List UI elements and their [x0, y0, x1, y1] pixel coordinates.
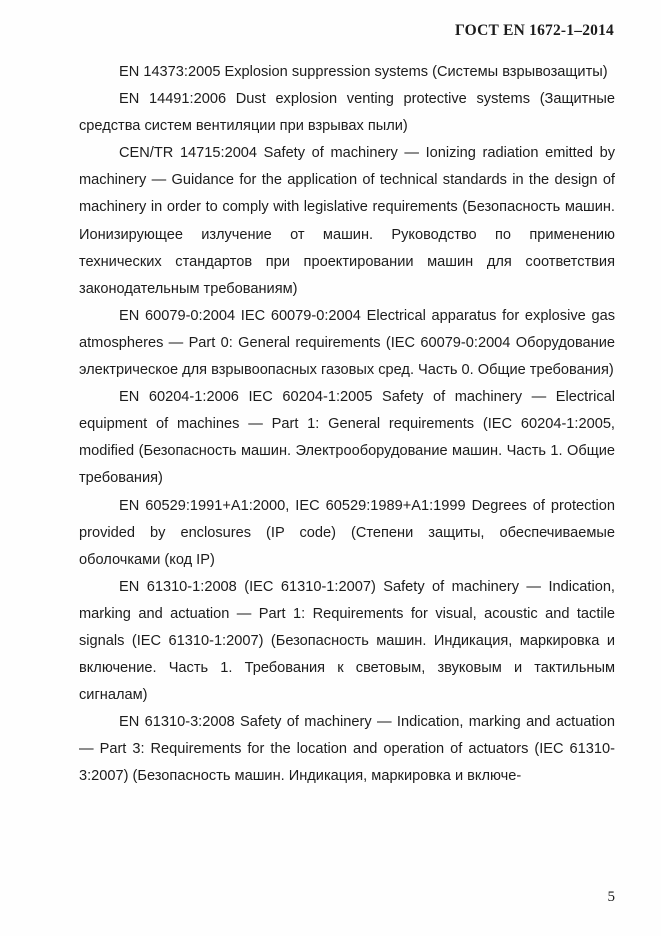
reference-entry-en-60529: EN 60529:1991+A1:2000, IEC 60529:1989+A1:1999 Degrees of protection provided by enclosures (IP code) (Степени защиты, обеспечиваемые оболочками (код IP): [79, 497, 615, 568]
reference-entry-cen-tr-14715: CEN/TR 14715:2004 Safety of machinery — Ionizing radiation emitted by machinery — Guidance for the application of technical standards in the design of machinery in order to comply with legislative requirements (Безопасность машин. Ионизирующее излучение от машин. Руководство по применению технических стандартов при проектировании машин для соответствия законодательным требованиям): [79, 145, 615, 297]
reference-entry-en-14491: EN 14491:2006 Dust explosion venting protective systems (Защитные средства систем вентиляции при взрывах пыли): [79, 91, 615, 135]
reference-entry-en-61310-1: EN 61310-1:2008 (IEC 61310-1:2007) Safety of machinery — Indication, marking and actuation — Part 1: Requirements for visual, acoustic and tactile signals (IEC 61310-1:2007) (Безопасность машин. Индикация, маркировка и включение. Часть 1. Требования к световым, звуковым и тактильным сигналам): [79, 578, 615, 704]
reference-entry-en-60079-0: EN 60079-0:2004 IEC 60079-0:2004 Electrical apparatus for explosive gas atmospheres — Part 0: General requirements (IEC 60079-0:2004 Оборудование электрическое для взрывоопасных газовых сред. Часть 0. Общие требования): [79, 307, 615, 379]
document-header-standard-id: ГОСТ EN 1672-1–2014: [455, 22, 614, 39]
reference-entry-en-14373: EN 14373:2005 Explosion suppression systems (Системы взрывозащиты): [119, 64, 608, 80]
reference-entry-en-60204-1: EN 60204-1:2006 IEC 60204-1:2005 Safety of machinery — Electrical equipment of machines — Part 1: General requirements (IEC 60204-1:2005, modified (Безопасность машин. Электрооборудование машин. Часть 1. Общие требования): [79, 389, 615, 487]
page-number: 5: [607, 889, 615, 905]
reference-entry-en-61310-3: EN 61310-3:2008 Safety of machinery — Indication, marking and actuation — Part 3: Requirements for the location and operation of actuators (IEC 61310-3:2007) (Безопасность машин. Индикация, маркировка и включе-: [79, 714, 615, 785]
references-list: [79, 59, 615, 791]
